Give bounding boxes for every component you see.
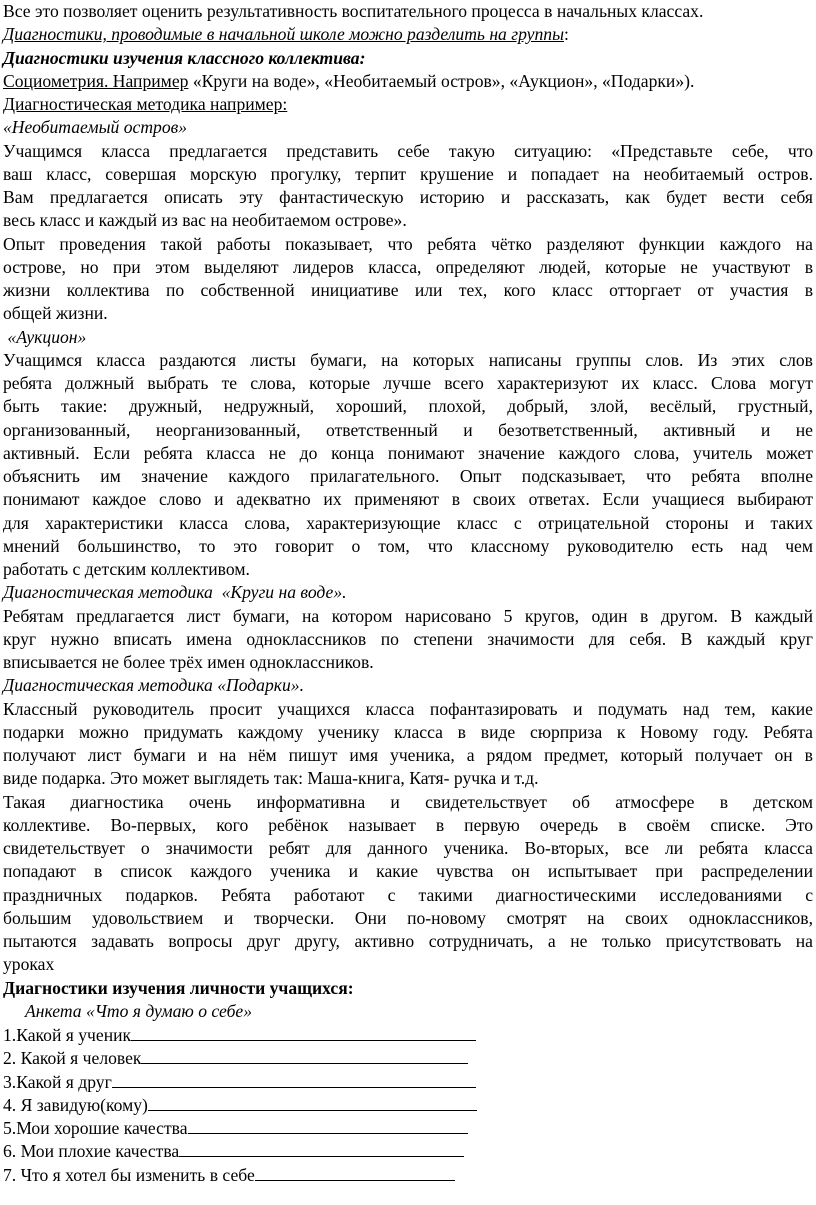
paragraph-line: получают лист бумаги и на нём пишут имя ученика, а рядом предмет, который получает он в — [3, 745, 813, 765]
answer-blank[interactable] — [179, 1139, 464, 1157]
question-text: 2. Какой я человек — [3, 1048, 142, 1069]
question-text: 4. Я завидую(кому) — [3, 1094, 148, 1115]
sociometry-list: «Круги на воде», «Необитаемый остров», «Аукцион», «Подарки»). — [188, 70, 695, 91]
gifts-paragraph — [3, 698, 813, 791]
paragraph-line: вписывается не более трёх имен одноклассников. — [3, 652, 374, 672]
paragraph-line: Такая диагностика очень информативна и свидетельствует об атмосфере в детском — [3, 791, 813, 812]
paragraph-line: острове, но при этом выделяют лидеров класса, определяют людей, которые не участвуют в — [3, 256, 813, 277]
paragraph-line: организованный, неорганизованный, ответственный и безответственный, активный и не — [3, 419, 813, 440]
document-page — [3, 0, 813, 1186]
survey-question — [3, 1139, 813, 1162]
paragraph-line: коллективе. Во-первых, кого ребёнок называет в первую очередь в своём списке. Это — [3, 814, 813, 835]
answer-blank[interactable] — [112, 1070, 476, 1088]
paragraph-line: понимают каждое слово и адекватно их применяют в своих ответах. Если учащиеся выбирают — [3, 489, 813, 510]
paragraph-line: быть такие: дружный, недружный, хороший, плохой, добрый, злой, весёлый, грустный, — [3, 396, 813, 417]
experience-paragraph — [3, 233, 813, 326]
paragraph-line: Вам предлагается описать эту фантастическую историю и рассказать, как будет вести себя — [3, 187, 813, 207]
method-example-heading: Диагностическая методика например: — [3, 94, 288, 114]
survey-question — [3, 1116, 813, 1139]
answer-blank[interactable] — [131, 1023, 476, 1041]
answer-blank[interactable] — [148, 1093, 477, 1111]
paragraph-line: объяснить им значение каждого прилагательного. Опыт подсказывает, что ребята вполне — [3, 466, 813, 486]
paragraph-line: работать с детским коллективом. — [3, 559, 250, 579]
survey-question — [3, 1023, 813, 1046]
groups-heading: Диагностики, проводимые в начальной школе можно разделить на группы — [3, 24, 564, 45]
survey-questions — [3, 1023, 813, 1186]
circles-heading: Диагностическая методика «Круги на воде». — [3, 582, 347, 603]
auction-paragraph — [3, 349, 813, 582]
survey-heading: Анкета «Что я думаю о себе» — [25, 1000, 253, 1021]
paragraph-line: свидетельствует о значимости ребят для данного ученика. Во-вторых, все ли ребята класса — [3, 838, 813, 858]
groups-colon: : — [564, 24, 569, 45]
paragraph-line: Учащимся класса раздаются листы бумаги, на которых написаны группы слов. Из этих слов — [3, 349, 813, 370]
sociometry-label: Социометрия. Например — [3, 70, 189, 91]
paragraph-line: круг нужно вписать имена одноклассников по степени значимости для себя. В каждый круг — [3, 628, 813, 649]
question-text: 1.Какой я ученик — [3, 1025, 132, 1045]
answer-blank[interactable] — [255, 1163, 455, 1181]
island-heading: «Необитаемый остров» — [3, 117, 188, 138]
paragraph-line: общей жизни. — [3, 303, 108, 324]
paragraph-line: уроках — [3, 954, 55, 975]
paragraph-line: ребята должный выбрать те слова, которые лучше всего характеризуют их класс. Слова могут — [3, 373, 813, 393]
paragraph-line: Опыт проведения такой работы показывает, что ребята чётко разделяют функции каждого на — [3, 233, 813, 254]
survey-question — [3, 1046, 813, 1069]
survey-question — [3, 1070, 813, 1093]
paragraph-line: весь класс и каждый из вас на необитаемом острове». — [3, 210, 407, 231]
paragraph-line: праздничных подарков. Ребята работают с такими диагностическими исследованиями с — [3, 884, 813, 905]
paragraph-line: Классный руководитель просит учащихся класса пофантазировать и подумать над тем, какие — [3, 698, 813, 719]
paragraph-line: мнений большинство, то это говорит о том, что классному руководителю есть над чем — [3, 535, 813, 556]
collective-heading: Диагностики изучения классного коллектива: — [3, 47, 366, 68]
question-text: 5.Мои хорошие качества — [3, 1118, 188, 1138]
survey-question — [3, 1093, 813, 1116]
informative-paragraph — [3, 791, 813, 977]
sociometry-line — [3, 70, 813, 93]
paragraph-line: жизни коллектива по собственной инициативе или тех, кого класс отторгает от участия в — [3, 280, 813, 300]
survey-question — [3, 1163, 813, 1186]
personal-heading: Диагностики изучения личности учащихся: — [3, 977, 354, 998]
question-text: 6. Мои плохие качества — [3, 1141, 180, 1162]
paragraph-line: пытаются задавать вопросы друг другу, активно сотрудничать, а не только присутствовать на — [3, 931, 813, 951]
paragraph-line: для характеристики класса слова, характеризующие класс с отрицательной стороны и таких — [3, 512, 813, 533]
answer-blank[interactable] — [141, 1046, 468, 1064]
island-paragraph — [3, 140, 813, 233]
answer-blank[interactable] — [188, 1116, 468, 1134]
question-text: 3.Какой я друг — [3, 1071, 112, 1092]
question-text: 7. Что я хотел бы изменить в себе — [3, 1164, 255, 1185]
circles-paragraph — [3, 605, 813, 675]
paragraph-line: Учащимся класса предлагается представить себе такую ситуацию: «Представьте себе, что — [3, 140, 813, 161]
paragraph-line: подарки можно придумать каждому ученику класса в виде сюрприза к Новому году. Ребята — [3, 721, 813, 742]
intro-sentence: Все это позволяет оценить результативность воспитательного процесса в начальных классах. — [3, 1, 704, 21]
groups-line — [3, 23, 813, 46]
paragraph-line: виде подарка. Это может выглядеть так: Маша-книга, Катя- ручка и т.д. — [3, 768, 539, 789]
auction-heading: «Аукцион» — [3, 326, 87, 347]
paragraph-line: попадают в список каждого ученика и какие чувства он испытывает при распределении — [3, 861, 813, 882]
gifts-heading: Диагностическая методика «Подарки». — [3, 675, 304, 696]
paragraph-line: активный. Если ребята класса не до конца понимают значение каждого слова, учитель может — [3, 442, 813, 463]
paragraph-line: большим удовольствием и творчески. Они по-новому смотрят на своих одноклассников, — [3, 907, 813, 928]
paragraph-line: ваш класс, совершая морскую прогулку, терпит крушение и попадает на необитаемый остров. — [3, 163, 813, 184]
paragraph-line: Ребятам предлагается лист бумаги, на котором нарисовано 5 кругов, один в другом. В каждый — [3, 605, 813, 626]
